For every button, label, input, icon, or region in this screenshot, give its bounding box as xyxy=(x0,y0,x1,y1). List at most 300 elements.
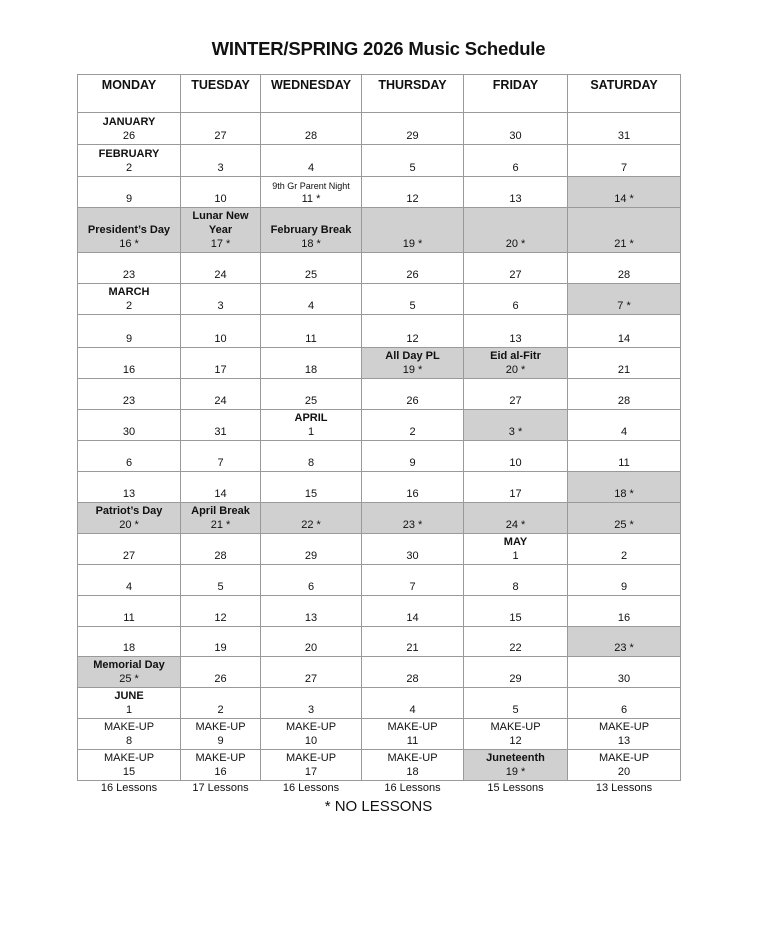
day-number: 29 xyxy=(406,130,419,142)
day-cell-tuesday xyxy=(181,284,261,315)
day-number: 3 xyxy=(307,704,315,716)
day-number: 9 xyxy=(409,457,416,469)
day-cell-saturday xyxy=(568,208,681,253)
day-number: 23 * xyxy=(614,642,634,654)
day-cell-friday xyxy=(464,534,568,565)
day-cell-friday xyxy=(464,657,568,688)
day-number: 18 * xyxy=(301,238,321,250)
day-cell-wednesday xyxy=(261,379,362,410)
day-cell-friday xyxy=(464,253,568,284)
header-row xyxy=(78,75,681,113)
cell-label: FEBRUARY xyxy=(98,148,160,160)
day-number: 15 xyxy=(304,488,318,500)
day-cell-saturday xyxy=(568,534,681,565)
day-cell-saturday xyxy=(568,688,681,719)
week-row xyxy=(78,657,681,688)
day-number: 6 xyxy=(307,581,315,593)
day-cell-tuesday xyxy=(181,113,261,145)
day-number: 13 xyxy=(304,612,318,624)
day-number: 9 xyxy=(217,735,224,747)
day-cell-saturday xyxy=(568,379,681,410)
day-cell-saturday xyxy=(568,657,681,688)
header-tuesday: TUESDAY xyxy=(181,75,261,113)
day-cell-friday xyxy=(464,719,568,750)
day-cell-wednesday xyxy=(261,410,362,441)
day-number: 10 xyxy=(214,333,227,345)
day-number: 7 xyxy=(217,457,224,469)
day-cell-thursday xyxy=(362,688,464,719)
day-cell-wednesday xyxy=(261,688,362,719)
cell-label: Eid al-Fitr xyxy=(490,350,541,362)
day-cell-tuesday xyxy=(181,657,261,688)
cell-label: MAKE-UP xyxy=(387,721,438,733)
day-number: 20 * xyxy=(505,364,526,376)
day-cell-saturday xyxy=(568,565,681,596)
header-friday: FRIDAY xyxy=(464,75,568,113)
day-cell-wednesday xyxy=(261,441,362,472)
day-cell-monday xyxy=(78,627,181,657)
day-cell-monday xyxy=(78,379,181,410)
week-row xyxy=(78,503,681,534)
cell-label: APRIL xyxy=(294,412,328,424)
day-cell-monday xyxy=(78,208,181,253)
day-cell-monday xyxy=(78,410,181,441)
week-row xyxy=(78,750,681,781)
day-number: 27 xyxy=(122,550,136,562)
day-number: 11 xyxy=(305,333,317,345)
day-cell-tuesday xyxy=(181,348,261,379)
day-cell-thursday xyxy=(362,379,464,410)
total-monday: 16 Lessons xyxy=(78,781,181,796)
day-cell-saturday xyxy=(568,503,681,534)
day-cell-monday xyxy=(78,750,181,781)
day-number: 23 * xyxy=(402,519,423,531)
day-number: 16 xyxy=(406,488,419,500)
day-number: 24 * xyxy=(505,519,526,531)
cell-label: MAKE-UP xyxy=(103,721,155,733)
day-cell-tuesday xyxy=(181,145,261,177)
day-cell-saturday xyxy=(568,284,681,315)
day-cell-thursday xyxy=(362,472,464,503)
cell-label: April Break xyxy=(191,505,250,517)
day-number: 21 * xyxy=(210,519,231,531)
totals-row xyxy=(78,781,681,796)
day-number: 17 xyxy=(304,766,318,778)
day-number: 4 xyxy=(620,426,628,438)
day-number: 19 * xyxy=(505,766,526,778)
day-number: 25 xyxy=(304,269,318,281)
cell-label: MAKE-UP xyxy=(490,721,541,733)
day-cell-thursday xyxy=(362,410,464,441)
day-number: 20 * xyxy=(119,519,139,531)
week-row xyxy=(78,113,681,145)
day-cell-wednesday xyxy=(261,472,362,503)
cell-label: All Day PL xyxy=(385,350,440,362)
day-cell-friday xyxy=(464,208,568,253)
cell-label: Patriot’s Day xyxy=(95,505,163,517)
cell-label: February Break xyxy=(270,224,352,236)
day-cell-saturday xyxy=(568,627,681,657)
cell-label: MAKE-UP xyxy=(195,752,246,764)
day-number: 14 xyxy=(617,333,631,345)
day-number: 5 xyxy=(409,300,416,312)
day-number: 26 xyxy=(122,130,136,142)
day-cell-monday xyxy=(78,472,181,503)
day-number: 3 * xyxy=(508,426,523,438)
day-number: 12 xyxy=(406,333,419,345)
day-number: 27 xyxy=(304,673,318,685)
cell-label: MAY xyxy=(503,536,528,548)
day-number: 17 xyxy=(509,488,522,500)
day-number: 14 * xyxy=(614,193,634,205)
day-cell-thursday xyxy=(362,534,464,565)
day-number: 2 xyxy=(620,550,628,562)
day-number: 16 xyxy=(122,364,136,376)
day-number: 19 * xyxy=(402,364,423,376)
cell-label: MARCH xyxy=(108,286,150,298)
day-cell-tuesday xyxy=(181,410,261,441)
day-cell-friday xyxy=(464,348,568,379)
day-cell-thursday xyxy=(362,627,464,657)
total-saturday: 13 Lessons xyxy=(568,781,681,796)
week-row xyxy=(78,565,681,596)
day-number: 2 xyxy=(217,704,224,716)
day-number: 18 * xyxy=(614,488,634,500)
day-number: 10 xyxy=(214,193,227,205)
day-number: 26 xyxy=(406,269,419,281)
day-cell-friday xyxy=(464,410,568,441)
cell-label: JUNE xyxy=(114,690,144,702)
day-number: 18 xyxy=(304,364,318,376)
day-number: 24 xyxy=(214,269,227,281)
day-number: 1 xyxy=(307,426,315,438)
header-monday: MONDAY xyxy=(78,75,181,113)
day-cell-friday xyxy=(464,596,568,627)
day-number: 22 xyxy=(509,642,522,654)
week-row xyxy=(78,596,681,627)
day-cell-wednesday xyxy=(261,719,362,750)
total-friday: 15 Lessons xyxy=(464,781,568,796)
day-cell-saturday xyxy=(568,315,681,348)
day-number: 16 xyxy=(214,766,227,778)
day-cell-monday xyxy=(78,177,181,208)
day-number: 26 xyxy=(406,395,419,407)
day-cell-friday xyxy=(464,627,568,657)
day-cell-wednesday xyxy=(261,208,362,253)
week-row xyxy=(78,379,681,410)
day-cell-tuesday xyxy=(181,208,261,253)
day-number: 19 xyxy=(214,642,227,654)
day-number: 1 xyxy=(125,704,133,716)
day-number: 13 xyxy=(122,488,136,500)
day-number: 28 xyxy=(214,550,227,562)
day-number: 11 xyxy=(406,735,419,747)
day-number: 30 xyxy=(617,673,631,685)
cell-label: MAKE-UP xyxy=(598,752,650,764)
day-cell-thursday xyxy=(362,253,464,284)
day-number: 10 xyxy=(509,457,522,469)
cell-label: MAKE-UP xyxy=(285,721,337,733)
day-number: 8 xyxy=(512,581,519,593)
schedule-body xyxy=(78,113,681,781)
day-cell-friday xyxy=(464,315,568,348)
day-cell-wednesday xyxy=(261,253,362,284)
day-number: 11 * xyxy=(301,193,321,205)
day-number: 20 xyxy=(617,766,631,778)
day-cell-wednesday xyxy=(261,565,362,596)
day-number: 2 xyxy=(125,300,133,312)
cell-label: Juneteenth xyxy=(486,752,545,764)
cell-label: JANUARY xyxy=(102,116,156,128)
day-cell-monday xyxy=(78,657,181,688)
day-cell-tuesday xyxy=(181,379,261,410)
day-number: 2 xyxy=(125,162,133,174)
day-cell-tuesday xyxy=(181,253,261,284)
day-number: 18 xyxy=(122,642,136,654)
day-number: 19 * xyxy=(402,238,423,250)
day-cell-monday xyxy=(78,315,181,348)
day-number: 26 xyxy=(214,673,227,685)
day-number: 28 xyxy=(304,130,318,142)
day-cell-monday xyxy=(78,253,181,284)
day-cell-thursday xyxy=(362,503,464,534)
day-number: 22 * xyxy=(301,519,321,531)
day-cell-monday xyxy=(78,441,181,472)
day-cell-friday xyxy=(464,284,568,315)
day-cell-saturday xyxy=(568,441,681,472)
day-cell-tuesday xyxy=(181,503,261,534)
day-cell-thursday xyxy=(362,596,464,627)
day-cell-monday xyxy=(78,113,181,145)
day-number: 13 xyxy=(509,333,522,345)
day-cell-tuesday xyxy=(181,441,261,472)
day-number: 3 xyxy=(217,162,224,174)
day-number: 30 xyxy=(509,130,522,142)
day-number: 7 xyxy=(409,581,416,593)
day-cell-wednesday xyxy=(261,657,362,688)
day-cell-saturday xyxy=(568,750,681,781)
day-cell-tuesday xyxy=(181,565,261,596)
day-number: 27 xyxy=(509,269,522,281)
day-number: 31 xyxy=(214,426,227,438)
day-cell-thursday xyxy=(362,719,464,750)
day-number: 5 xyxy=(217,581,224,593)
day-number: 30 xyxy=(406,550,419,562)
day-cell-thursday xyxy=(362,315,464,348)
cell-label: MAKE-UP xyxy=(195,721,246,733)
day-number: 11 xyxy=(123,612,135,624)
day-cell-monday xyxy=(78,688,181,719)
day-number: 25 * xyxy=(119,673,139,685)
day-number: 27 xyxy=(509,395,522,407)
day-cell-wednesday xyxy=(261,315,362,348)
week-row xyxy=(78,315,681,348)
day-number: 8 xyxy=(125,735,133,747)
day-cell-saturday xyxy=(568,253,681,284)
day-cell-tuesday xyxy=(181,627,261,657)
day-number: 6 xyxy=(125,457,133,469)
day-number: 4 xyxy=(409,704,416,716)
day-cell-tuesday xyxy=(181,750,261,781)
day-number: 28 xyxy=(617,395,631,407)
day-cell-monday xyxy=(78,348,181,379)
day-number: 28 xyxy=(617,269,631,281)
day-number: 13 xyxy=(509,193,522,205)
cell-label: Lunar New Year xyxy=(192,210,249,236)
day-cell-tuesday xyxy=(181,472,261,503)
day-number: 5 xyxy=(512,704,519,716)
day-cell-thursday xyxy=(362,348,464,379)
day-cell-friday xyxy=(464,503,568,534)
week-row xyxy=(78,719,681,750)
footnote-no-lessons: * NO LESSONS xyxy=(324,798,433,815)
schedule-table xyxy=(77,74,681,795)
day-cell-thursday xyxy=(362,750,464,781)
week-row xyxy=(78,208,681,253)
day-cell-wednesday xyxy=(261,627,362,657)
week-row xyxy=(78,627,681,657)
day-number: 13 xyxy=(617,735,631,747)
day-cell-thursday xyxy=(362,565,464,596)
day-number: 21 xyxy=(406,642,419,654)
day-number: 16 xyxy=(617,612,631,624)
day-number: 29 xyxy=(304,550,318,562)
day-cell-friday xyxy=(464,688,568,719)
header-thursday: THURSDAY xyxy=(362,75,464,113)
day-cell-wednesday xyxy=(261,284,362,315)
day-number: 6 xyxy=(512,162,519,174)
day-cell-monday xyxy=(78,565,181,596)
day-number: 17 xyxy=(214,364,227,376)
day-cell-friday xyxy=(464,472,568,503)
day-number: 1 xyxy=(512,550,519,562)
cell-label: MAKE-UP xyxy=(387,752,438,764)
day-cell-saturday xyxy=(568,113,681,145)
day-number: 12 xyxy=(509,735,522,747)
day-cell-wednesday xyxy=(261,503,362,534)
day-cell-saturday xyxy=(568,596,681,627)
day-number: 6 xyxy=(620,704,628,716)
day-cell-tuesday xyxy=(181,688,261,719)
cell-label: MAKE-UP xyxy=(103,752,155,764)
day-number: 15 xyxy=(122,766,136,778)
day-number: 21 xyxy=(617,364,631,376)
day-cell-friday xyxy=(464,177,568,208)
day-number: 16 * xyxy=(119,238,139,250)
day-cell-saturday xyxy=(568,472,681,503)
day-cell-wednesday xyxy=(261,177,362,208)
day-cell-monday xyxy=(78,284,181,315)
day-number: 4 xyxy=(307,300,315,312)
day-number: 7 xyxy=(620,162,628,174)
day-number: 4 xyxy=(125,581,133,593)
day-number: 23 xyxy=(122,395,136,407)
day-cell-wednesday xyxy=(261,750,362,781)
day-cell-thursday xyxy=(362,145,464,177)
day-number: 8 xyxy=(307,457,315,469)
day-cell-friday xyxy=(464,441,568,472)
day-cell-monday xyxy=(78,596,181,627)
day-number: 18 xyxy=(406,766,419,778)
week-row xyxy=(78,177,681,208)
day-number: 17 * xyxy=(210,238,231,250)
day-number: 9 xyxy=(125,193,133,205)
week-row xyxy=(78,284,681,315)
week-row xyxy=(78,688,681,719)
day-cell-tuesday xyxy=(181,719,261,750)
cell-label: President’s Day xyxy=(87,224,171,236)
day-number: 3 xyxy=(217,300,224,312)
day-cell-friday xyxy=(464,379,568,410)
page-title: WINTER/SPRING 2026 Music Schedule xyxy=(211,38,546,59)
day-number: 6 xyxy=(512,300,519,312)
day-cell-wednesday xyxy=(261,113,362,145)
day-cell-saturday xyxy=(568,410,681,441)
day-cell-wednesday xyxy=(261,534,362,565)
day-number: 29 xyxy=(509,673,522,685)
day-number: 21 * xyxy=(614,238,634,250)
day-cell-friday xyxy=(464,750,568,781)
day-number: 14 xyxy=(214,488,227,500)
day-number: 12 xyxy=(406,193,419,205)
day-number: 25 xyxy=(304,395,318,407)
week-row xyxy=(78,441,681,472)
day-number: 14 xyxy=(406,612,419,624)
day-number: 12 xyxy=(214,612,227,624)
day-cell-friday xyxy=(464,565,568,596)
week-row xyxy=(78,410,681,441)
day-cell-wednesday xyxy=(261,596,362,627)
day-cell-monday xyxy=(78,503,181,534)
day-cell-monday xyxy=(78,719,181,750)
day-cell-saturday xyxy=(568,145,681,177)
day-cell-thursday xyxy=(362,657,464,688)
cell-label: MAKE-UP xyxy=(285,752,337,764)
day-number: 5 xyxy=(409,162,416,174)
day-number: 9 xyxy=(125,333,133,345)
week-row xyxy=(78,145,681,177)
header-saturday: SATURDAY xyxy=(568,75,681,113)
day-number: 4 xyxy=(307,162,315,174)
day-number: 2 xyxy=(409,426,416,438)
day-number: 15 xyxy=(509,612,522,624)
header-wednesday: WEDNESDAY xyxy=(261,75,362,113)
day-number: 27 xyxy=(214,130,227,142)
day-cell-friday xyxy=(464,113,568,145)
day-number: 20 xyxy=(304,642,318,654)
cell-label: 9th Gr Parent Night xyxy=(272,181,350,191)
day-number: 30 xyxy=(122,426,136,438)
day-number: 28 xyxy=(406,673,419,685)
day-cell-saturday xyxy=(568,177,681,208)
day-number: 25 * xyxy=(614,519,634,531)
total-thursday: 16 Lessons xyxy=(362,781,464,796)
day-cell-thursday xyxy=(362,208,464,253)
day-number: 11 xyxy=(618,457,630,469)
day-number: 7 * xyxy=(617,300,631,312)
day-cell-wednesday xyxy=(261,348,362,379)
total-tuesday: 17 Lessons xyxy=(181,781,261,796)
day-number: 31 xyxy=(617,130,631,142)
day-cell-thursday xyxy=(362,113,464,145)
week-row xyxy=(78,253,681,284)
day-cell-thursday xyxy=(362,284,464,315)
day-number: 10 xyxy=(304,735,318,747)
day-cell-tuesday xyxy=(181,315,261,348)
day-number: 9 xyxy=(620,581,628,593)
day-cell-tuesday xyxy=(181,177,261,208)
day-cell-saturday xyxy=(568,348,681,379)
